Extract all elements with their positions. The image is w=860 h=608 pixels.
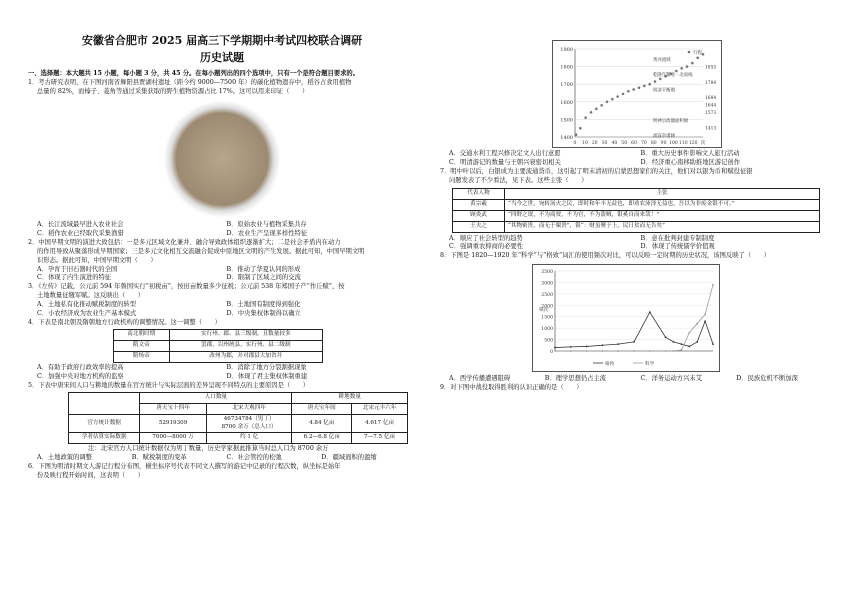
q7-options	[440, 235, 832, 253]
q8-option-d[interactable]: D．民族危机不断加深	[736, 375, 798, 383]
table-cell: 唐天宝十四年	[140, 403, 207, 414]
data-point	[649, 312, 651, 314]
table-cell	[206, 414, 292, 433]
q3-option-d[interactable]: D．中央集权体制得以确立	[226, 310, 301, 318]
data-point	[675, 70, 678, 73]
x-tick-label: 50	[621, 141, 628, 146]
table-cell: 唐天宝年间	[292, 403, 352, 414]
data-point	[704, 321, 706, 323]
q5-options	[28, 454, 416, 463]
q2-options	[28, 266, 416, 284]
annotation-label: 1784	[705, 80, 717, 86]
q5-option-c[interactable]: C．社会管控的松弛	[226, 454, 282, 462]
q5-note: 注：北宋官方人口统计数据仅为男丁数量，历史学家据此推算当时总人口为 8700 余万	[88, 445, 329, 453]
data-point	[688, 332, 690, 334]
table-cell: 52919309	[140, 414, 207, 433]
q2-option-c[interactable]: C．体现了内生演进的特征	[37, 274, 112, 282]
data-point	[654, 80, 657, 83]
data-point	[627, 90, 630, 93]
table-row	[453, 210, 820, 221]
q6-travel-chart	[552, 40, 722, 148]
y-tick-label: 2000	[541, 304, 553, 310]
x-tick-label: 20	[591, 141, 598, 146]
y-axis-label: 频次	[539, 308, 549, 314]
q4-text: 4．下表是南北朝及隋朝地方行政机构的调整情况。这一调整（ ）	[28, 319, 221, 327]
data-point	[590, 111, 593, 114]
data-point	[602, 350, 604, 352]
data-point	[681, 344, 683, 346]
q5-option-a[interactable]: A．土地政策的调整	[37, 454, 92, 462]
data-point	[696, 323, 698, 325]
data-point	[586, 346, 588, 348]
annotation-label: 1644	[705, 103, 717, 109]
q5-option-b[interactable]: B．赋税制度的变革	[131, 454, 187, 462]
table-cell: 王夫之	[453, 221, 505, 232]
data-point	[673, 350, 675, 352]
table-row	[114, 341, 323, 352]
q4-option-d[interactable]: D．体现了君主集权体制重建	[226, 372, 308, 380]
data-point	[622, 93, 625, 96]
data-point	[616, 95, 619, 98]
data-point	[686, 65, 689, 68]
table-cell-line: 46734784（男丁）	[223, 415, 275, 422]
x-tick-label: 100	[669, 141, 678, 146]
q4-option-c[interactable]: C．加强中央对地方机构的监察	[37, 372, 124, 380]
table-cell: 顾炎武	[453, 210, 505, 221]
q7-option-c[interactable]: C．强调重农抑商的必要性	[449, 243, 524, 251]
annotation-label: 1855	[705, 65, 717, 71]
q6-options	[440, 150, 832, 168]
y-tick-label: 0	[550, 350, 553, 356]
table-cell: 7000—8000 万	[140, 433, 207, 444]
data-point	[696, 57, 699, 60]
data-point	[554, 350, 556, 352]
table-row	[69, 392, 408, 403]
table-cell: 4.617 亿亩	[352, 414, 408, 433]
data-point	[673, 341, 675, 343]
table-cell: 改州为郡，并对郡县大加省并	[169, 351, 322, 362]
q1-option-b[interactable]: B．原始农业与植物采集共存	[226, 220, 307, 228]
data-point	[617, 344, 619, 346]
legend-label-gezhi: 格致	[605, 362, 615, 368]
q3-option-b[interactable]: B．土地国有制度得到强化	[226, 301, 301, 309]
q6-option-a[interactable]: A．交通水利工程兴修决定文人出行意愿	[449, 150, 561, 157]
q2-option-a[interactable]: A．孕育于旧石器时代的全国	[37, 265, 118, 273]
q1-text: 1．考古研究表明，在下图河南省舞阳县贾湖村遗址（距今约 9000—7500 年）的碳化植物遗存中，稻谷占食用植物	[28, 78, 352, 86]
y-tick-label: 1600	[560, 99, 573, 106]
q6-option-b[interactable]: B．重大历史事件影响文人旅行活动	[640, 150, 740, 157]
q7-table	[452, 188, 820, 233]
data-point	[696, 341, 698, 343]
q3-text-2: 土地数量征缴军赋。这反映出（ ）	[37, 292, 145, 300]
data-point	[554, 347, 556, 349]
q3-option-a[interactable]: A．土地私有化推动赋税制度的转型	[37, 301, 137, 309]
data-point	[595, 108, 598, 111]
q8-frequency-chart	[532, 264, 720, 372]
q1-options	[28, 221, 416, 239]
data-point	[688, 346, 690, 348]
table-cell: 4.84 亿亩	[292, 414, 352, 433]
x-tick-label: 60	[631, 141, 638, 146]
table-cell: 北宋元丰六年	[352, 403, 408, 414]
data-point	[704, 314, 706, 316]
q5-table	[68, 392, 408, 445]
y-tick-label: 1400	[560, 135, 573, 141]
q6-option-d[interactable]: D．经济重心南移助推地区游记创作	[640, 158, 741, 166]
exam-subtitle: 历史试题	[200, 51, 244, 64]
q5-text: 5．下表中唐宋间人口与耕地的数量在官方统计与实际层面的差异呈现不同特点的主要原因是（ ）	[28, 381, 310, 389]
q4-option-a[interactable]: A．有助于政府行政效率的提高	[37, 363, 124, 371]
legend-marker	[688, 51, 691, 54]
data-point	[600, 104, 603, 107]
annotation-label: 黄河流域	[653, 58, 671, 63]
table-cell: 6.2—6.8 亿亩	[292, 433, 352, 444]
data-point	[570, 346, 572, 348]
data-point	[633, 350, 635, 352]
q6-text: 6．下图为明清时期文人游记行程分布图，横坐标序号代表不同文人撰写的游记中记录的行程次数，纵坐标是始年	[28, 463, 341, 471]
q7-text: 7．明中叶以后，白银成为主要流通货币，这引起了明末清初的启蒙思想家们的关注，他们对以银为币和赋役征银	[440, 167, 753, 175]
annotation-label: 流寇杂诸阔	[653, 134, 675, 139]
y-tick-label: 500	[544, 338, 553, 344]
table-cell: 7—7.5 亿亩	[352, 433, 408, 444]
data-point	[648, 83, 651, 86]
q8-text: 8．下图是 1820—1920 年“科学”与“格致”词汇的使用频次对比，可以反映一定时期的历史状况，该图反映了（ ）	[440, 252, 770, 260]
data-point	[584, 116, 587, 119]
q2-option-d[interactable]: D．限制了区域之间的交流	[226, 274, 301, 282]
table-cell: 隋炀帝	[114, 351, 170, 362]
table-row	[453, 199, 820, 210]
table-cell: 耕地数量	[292, 392, 408, 403]
data-point	[579, 127, 582, 130]
q8-option-a[interactable]: A．西学传播遭遇阻碍	[449, 375, 511, 383]
q1-option-d[interactable]: D．农业生产呈现多样性特征	[226, 229, 308, 237]
y-tick-label: 1000	[541, 327, 553, 333]
y-tick-label: 1700	[560, 82, 573, 89]
x-tick-label: 0	[573, 141, 577, 146]
q4-table	[113, 329, 323, 363]
data-point	[617, 350, 619, 352]
exam-title: 安徽省合肥市 2025 届高三下学期期中考试四校联合调研	[81, 34, 363, 47]
q3-options	[28, 301, 416, 319]
q1-option-c[interactable]: C．稻作农业已经取代采集渔猎	[37, 229, 124, 237]
data-point	[691, 62, 694, 65]
section-heading: 一、选择题：本大题共 15 小题，每小题 3 分，共 45 分。在每小题列出的四个选项中，只有一个是符合题目要求的。	[28, 70, 360, 77]
q2-text-2: 的作用导致从聚落形成早期国家；三是多元文化相互交流融合促成中原地区文明的产生发展。据此可知，中国早期文明	[37, 247, 365, 255]
table-cell: 黄宗羲	[453, 199, 505, 210]
data-point	[570, 350, 572, 352]
q3-option-c[interactable]: C．小农经济成为农业生产基本模式	[37, 310, 137, 318]
table-cell: 罢郡，以州统县，实行州、县二级制	[169, 341, 322, 352]
annotation-label: 1573	[705, 111, 717, 117]
legend-label-kexue: 科学	[645, 362, 655, 368]
q1-option-a[interactable]: A．长江流域最早进入农业社会	[37, 220, 124, 228]
data-point	[665, 350, 667, 352]
q6-text-2: 份及映行程开始时间，这表明（ ）	[37, 472, 145, 480]
q7-option-b[interactable]: B．意在批判封建专制制度	[640, 234, 715, 242]
left-column	[28, 0, 416, 481]
legend-label: 行程	[693, 51, 703, 56]
table-cell: 人口数量	[140, 392, 292, 403]
data-point	[575, 133, 578, 136]
y-tick-label: 3500	[541, 270, 553, 276]
x-tick-label: 110	[678, 141, 688, 146]
x-tick-label: 40	[611, 141, 618, 146]
table-cell: 约 1 亿	[206, 433, 292, 444]
table-cell: 隋文帝	[114, 341, 170, 352]
table-row	[453, 188, 820, 199]
carbonized-seeds-image	[163, 100, 281, 218]
q3-text: 3．《左传》记载，公元前 594 年鲁国实行“初税亩”，按田亩数量多少征税；公元前 538 年郑国子产“作丘赋”，按	[28, 283, 345, 291]
table-row	[69, 433, 408, 444]
q9-text: 9．对下图中战役取得胜利的认识正确的是（ ）	[440, 384, 583, 392]
q8-options	[440, 375, 832, 384]
annotation-label: 1413	[705, 126, 717, 132]
data-point	[681, 349, 683, 351]
table-row	[69, 414, 408, 433]
q7-text-2: 问题发表了不少看法，见下表。这些主张（ ）	[449, 176, 588, 184]
table-cell: “其物密贵，而无于粟贵”，银“：财虽聚于上，民日贫而无告矣”	[505, 221, 820, 232]
y-tick-label: 3000	[541, 281, 553, 287]
table-cell: “当今之世，宛转汤火之民，即时和年丰无益也，即劝农沛泽无益也，吾以为非废金银不可。”	[505, 199, 820, 210]
x-tick-label: 70	[640, 141, 647, 146]
annotation-label: 明清平衡期	[653, 88, 675, 94]
x-tick-label: 90	[660, 141, 667, 146]
data-point	[602, 345, 604, 347]
y-tick-label: 1500	[560, 117, 573, 124]
data-point	[611, 98, 614, 101]
q4-options	[28, 364, 416, 382]
data-point	[633, 341, 635, 343]
table-cell	[69, 392, 140, 414]
table-cell: 实行州、郡、县三级制，且数量较多	[169, 330, 322, 341]
q4-option-b[interactable]: B．消除了地方分裂割据现象	[226, 363, 307, 371]
table-cell: “四野之氓，不为商贾，不为官，不为盗贼，银奚自而来哉！”	[505, 210, 820, 221]
data-point	[632, 88, 635, 91]
q7-option-d[interactable]: D．体现了传统儒学价值观	[640, 243, 715, 251]
x-tick-label: 30	[601, 141, 608, 146]
data-point	[665, 337, 667, 339]
x-tick-label: 次	[700, 141, 706, 146]
y-tick-label: 1500	[541, 316, 553, 322]
y-tick-label: 1900	[560, 47, 573, 53]
q1-text-2: 总量的 82%，而榛子、菱角等通过采集获取的野生植物资源占比 17%。这可以用来印证（ ）	[37, 87, 309, 95]
x-tick-label: 120	[688, 141, 698, 146]
x-tick-label: 80	[650, 141, 657, 146]
annotation-label: 1684	[705, 96, 717, 101]
table-cell: 主张	[505, 188, 820, 199]
q7-option-a[interactable]: A．顺应了社会转型的趋势	[449, 234, 523, 242]
right-column	[440, 0, 832, 393]
data-point	[712, 284, 714, 286]
table-row	[114, 330, 323, 341]
data-point	[643, 85, 646, 88]
y-tick-label: 2500	[541, 293, 553, 299]
table-cell: 代表人物	[453, 188, 505, 199]
table-cell: 官方统计数据	[69, 414, 140, 433]
data-point	[606, 101, 609, 104]
table-row	[114, 351, 323, 362]
table-row	[453, 221, 820, 232]
annotation-label: 明神宗政僵面积阔	[653, 118, 689, 124]
table-cell: 北宋大观四年	[206, 403, 292, 414]
q2-option-b[interactable]: B．推动了华夏认同的形成	[226, 265, 301, 273]
data-point	[638, 86, 641, 89]
q6-option-c[interactable]: C．明清游记的数量与王朝兴衰密切相关	[449, 158, 561, 166]
table-cell-line: 8700 余万（总人口）	[221, 423, 277, 430]
q8-option-b[interactable]: B．理学思想仍占主流	[544, 375, 607, 383]
data-point	[712, 344, 714, 346]
data-point	[586, 350, 588, 352]
x-tick-label: 10	[581, 141, 588, 146]
q2-text-3: 识形态。据此可知，中国早期文明（ ）	[37, 256, 157, 264]
table-cell: 南北朝时期	[114, 330, 170, 341]
annotation-label: 乾隆年羅北一北南线	[653, 73, 693, 79]
q5-option-d[interactable]: D．疆域面积的盈缩	[321, 454, 377, 462]
q8-option-c[interactable]: C．洋务运动方兴未艾	[640, 375, 702, 383]
data-point	[649, 350, 651, 352]
q2-text: 2．中国早期文明的演进大致包括：一是多元区域文化兼并、融合导致政体组织逐渐扩大；二是社会矛盾内在动力	[28, 238, 341, 246]
table-cell: 学者估算实际数据	[69, 433, 140, 444]
data-point	[680, 67, 683, 70]
y-tick-label: 1800	[560, 64, 573, 71]
